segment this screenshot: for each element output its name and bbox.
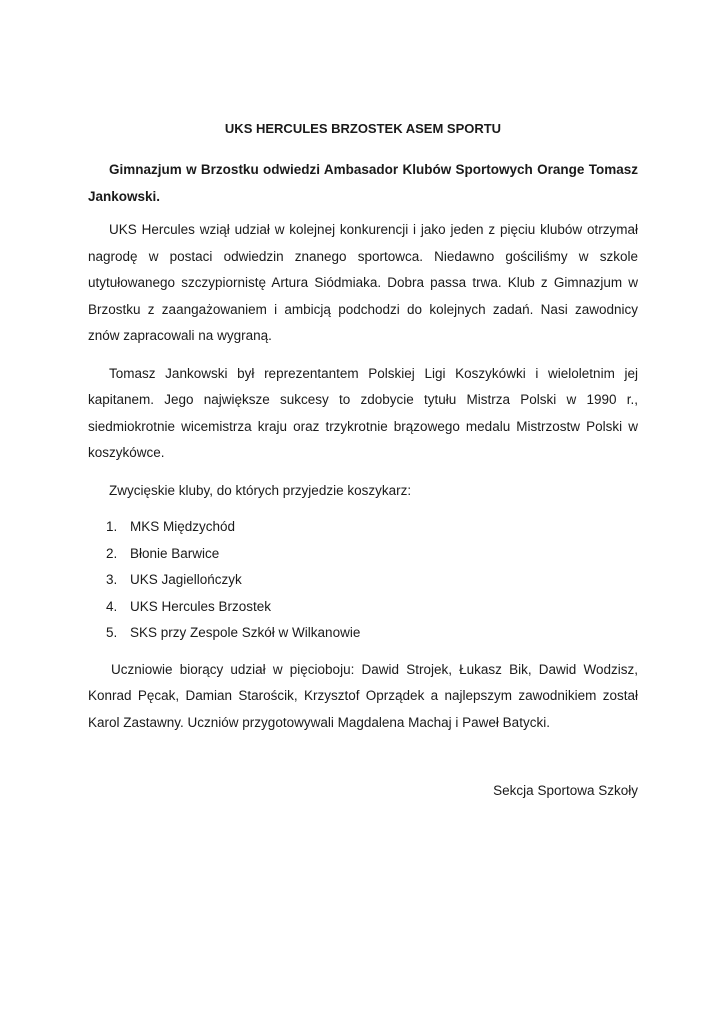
winning-clubs-list xyxy=(88,514,638,647)
paragraph-award: UKS Hercules wziął udział w kolejnej konkurencji i jako jeden z pięciu klubów otrzymał nagrodę w postaci odwiedzin znanego sportowca. Niedawno gościliśmy w szkole utytułowanego szczypiornistę Artura Siódmiaka. Dobra passa trwa. Klub z Gimnazjum w Brzostku z zaangażowaniem i ambicją podchodzi do kolejnych zadań. Nasi zawodnicy znów zapracowali na wygraną. xyxy=(88,222,638,343)
list-item xyxy=(106,567,638,594)
list-item-label: UKS Jagiellończyk xyxy=(130,572,242,587)
list-item-label: UKS Hercules Brzostek xyxy=(130,598,272,614)
document-page xyxy=(88,120,638,814)
list-item-label: SKS przy Zespole Szkół w Wilkanowie xyxy=(130,625,361,640)
list-item-number: 5. xyxy=(106,625,118,640)
list-item-number: 3. xyxy=(106,572,118,587)
list-item-label: Błonie Barwice xyxy=(130,545,220,561)
list-intro: Zwycięskie kluby, do których przyjedzie koszykarz: xyxy=(109,482,412,498)
lead-paragraph: Gimnazjum w Brzostku odwiedzi Ambasador Klubów Sportowych Orange Tomasz Jankowski. xyxy=(88,162,638,204)
paragraph-participants: Uczniowie biorący udział w pięcioboju: Dawid Strojek, Łukasz Bik, Dawid Wodzisz, Konrad Pęcak, Damian Starościk, Krzysztof Oprządek a najlepszym zawodnikiem został Karol Zastawny. Uczniów przygotowywali Magdalena Machaj i Paweł Batycki. xyxy=(88,661,638,730)
list-item-number: 1. xyxy=(106,519,118,534)
document-title: UKS HERCULES BRZOSTEK ASEM SPORTU xyxy=(224,121,502,136)
list-item-number: 2. xyxy=(106,545,118,561)
list-item xyxy=(106,620,638,647)
paragraph-biography: Tomasz Jankowski był reprezentantem Polskiej Ligi Koszykówki i wieloletnim jej kapitanem. Jego największe sukcesy to zdobycie tytułu Mistrza Polski w 1990 r., siedmiokrotnie wicemistrza kraju oraz trzykrotnie brązowego medalu Mistrzostw Polski w koszykówce. xyxy=(88,365,638,460)
list-item-label: MKS Międzychód xyxy=(130,519,236,534)
list-item xyxy=(106,514,638,541)
list-item-number: 4. xyxy=(106,598,118,614)
list-item xyxy=(106,594,638,621)
signature: Sekcja Sportowa Szkoły xyxy=(493,783,638,798)
list-item xyxy=(106,541,638,568)
